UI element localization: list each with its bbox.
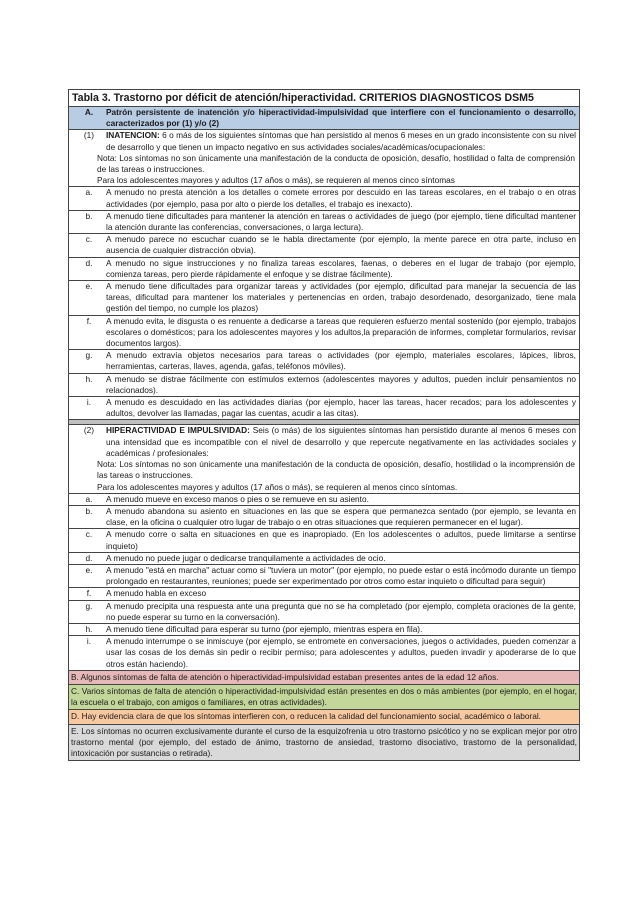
list-item: [69, 623, 580, 635]
hyperactivity-intro: Seis (o más) de los siguientes síntomas han persistido durante al menos 6 meses con una intensidad que es incompatible con el nivel de desarrollo y que repercute negativamente en las actividades sociales y académicas / profesionales:: [106, 425, 576, 458]
item-text: A menudo habla en exceso: [106, 588, 207, 599]
hyperactivity-label: (2): [83, 425, 95, 436]
list-item: [69, 529, 580, 552]
hyperactivity-header-row: [69, 425, 580, 493]
item-text: A menudo tiene dificultades para organizar tareas y actividades (por ejemplo, dificultad para manejar la secuencia de las tareas, dificultad para mantener los materiales y pertenencias en orden, trabajo desordenado, desorganizado, tiene mala gestión del tiempo, no cumple los plazos): [106, 281, 576, 314]
item-text: A menudo abandona su asiento en situaciones en las que se espera que permanezca sentado (por ejemplo, se levanta en clase, en la oficina o cualquier otro lugar de trabajo o en otras situaciones que requieren permanecer en el lugar).: [106, 505, 576, 528]
criterion-a-row: [69, 107, 580, 130]
hyperactivity-note: Nota: Los síntomas no son únicamente una manifestación de la conducta de oposición, desafío, hostilidad o la incomprensión de las tareas o instrucciones.: [97, 459, 575, 481]
criterion-b-text: B. Algunos síntomas de falta de atención o hiperactividad-impulsividad estaban presentes antes de la edad 12 años.: [69, 670, 580, 684]
list-item: [69, 600, 580, 623]
list-item: [69, 588, 580, 600]
item-label: a.: [85, 493, 93, 504]
criterion-b-row: [69, 670, 580, 684]
criterion-d-row: [69, 710, 580, 724]
list-item: [69, 505, 580, 528]
item-label: h.: [85, 623, 93, 634]
criterion-d-text: D. Hay evidencia clara de que los síntomas interfieren con, o reducen la calidad del funcionamiento social, académico o laboral.: [69, 710, 580, 724]
list-item: [69, 234, 580, 257]
item-label: b.: [85, 210, 93, 221]
item-text: A menudo tiene dificultades para mantener la atención en tareas o actividades de juego (por ejemplo, tiene dificultad mantener la atención durante las conferencias, conversaciones, o larga lectura).: [106, 210, 576, 233]
inattention-header-row: [69, 130, 580, 187]
criterion-a-label: A.: [84, 107, 94, 117]
item-label: g.: [85, 600, 93, 611]
inattention-adults: Para los adolescentes mayores y adultos (17 años o más), se requieren al menos cinco síntomas: [97, 175, 455, 186]
criterion-e-text: E. Los síntomas no ocurren exclusivamente durante el curso de la esquizofrenia u otro trastorno psicótico y no se explican mejor por otro trastorno mental (por ejemplo, del estado de ánimo, trastorno de ansiedad, trastorno disociativo, trastorno de la personalidad, intoxicación por sustancias o retirada).: [69, 724, 580, 761]
list-item: [69, 210, 580, 233]
item-text: A menudo mueve en exceso manos o pies o se remueve en su asiento.: [106, 493, 369, 504]
inattention-label: (1): [83, 130, 95, 141]
table-title-row: [69, 90, 580, 107]
item-text: A menudo corre o salta en situaciones en que es inapropiado. (En los adolescentes o adultos, puede limitarse a sentirse inquieto): [106, 529, 576, 551]
item-label: b.: [85, 505, 93, 516]
list-item: [69, 315, 580, 350]
item-label: a.: [85, 187, 93, 198]
item-label: e.: [85, 281, 93, 292]
criterion-c-text: C. Varios síntomas de falta de atención o hiperactividad-impulsividad están presentes en dos o más ambientes (por ejemplo, en el hogar, la escuela o el trabajo, con amigos o familiares, en otras actividades).: [69, 684, 580, 709]
item-label: f.: [86, 315, 92, 326]
dsm5-criteria-table: [68, 89, 580, 761]
criterion-e-row: [69, 724, 580, 761]
item-label: g.: [85, 350, 93, 361]
document-page: [68, 89, 580, 761]
item-text: A menudo precipita una respuesta ante una pregunta que no se ha completado (por ejemplo, completa oraciones de la gente, no puede esperar su turno en la conversación).: [106, 600, 576, 622]
item-label: c.: [85, 529, 93, 540]
item-text: A menudo no puede jugar o dedicarse tranquilamente a actividades de ocio.: [106, 552, 386, 563]
item-label: c.: [85, 234, 93, 245]
item-text: A menudo es descuidado en las actividades diarias (por ejemplo, hacer las tareas, hacer recados; para los adolescentes y adultos, devolver las llamadas, pagar las cuentas, acudir a las citas).: [106, 397, 576, 419]
item-text: A menudo parece no escuchar cuando se le habla directamente (por ejemplo, la mente parece en otra parte, incluso en ausencia de cualquier distracción obvia).: [106, 234, 576, 256]
item-text: A menudo extravía objetos necesarios para tareas o actividades (por ejemplo, materiales escolares, lápices, libros, herramientas, carteras, llaves, agenda, gafas, teléfonos móviles).: [106, 350, 576, 372]
list-item: [69, 493, 580, 505]
item-text: A menudo tiene dificultad para esperar su turno (por ejemplo, mientras espera en fila).: [106, 623, 423, 634]
item-label: d.: [85, 257, 93, 268]
item-label: d.: [85, 552, 93, 563]
item-text: A menudo se distrae fácilmente con estímulos externos (adolescentes mayores y adultos, pueden incluir pensamientos no relacionados).: [106, 373, 576, 395]
list-item: [69, 187, 580, 210]
item-label: i.: [86, 397, 92, 408]
criterion-a-text: Patrón persistente de inatención y/o hiperactividad-impulsividad que interfiere con el funcionamiento o desarrollo, caracterizados por (1) y/o (2): [106, 107, 576, 129]
list-item: [69, 564, 580, 587]
criterion-c-row: [69, 684, 580, 709]
item-label: e.: [85, 564, 93, 575]
hyperactivity-heading: HIPERACTIVIDAD E IMPULSIVIDAD:: [106, 425, 250, 436]
list-item: [69, 373, 580, 396]
item-label: f.: [86, 588, 92, 599]
list-item: [69, 350, 580, 373]
item-text: A menudo evita, le disgusta o es renuente a dedicarse a tareas que requieren esfuerzo mental sostenido (por ejemplo, trabajos escolares o domésticos; para los adolescentes mayores y los adultos,la preparación de informes, completar formularios, revisar documentos largos).: [106, 315, 576, 349]
list-item: [69, 397, 580, 420]
list-item: [69, 257, 580, 280]
item-text: A menudo "está en marcha" actuar como si "tuviera un motor" (por ejemplo, no puede estar o está incómodo durante un tiempo prolongado en restaurantes, reuniones; puede ser experimentado por otros como estar inquieto o dificultad para seguir): [106, 564, 576, 587]
item-label: i.: [86, 636, 92, 647]
item-label: h.: [85, 373, 93, 384]
inattention-intro: 6 o más de los siguientes síntomas que han persistido al menos 6 meses en un grado inconsistente con su nivel de desarrollo y que tienen un impacto negativo en sus actividades sociales/académicas/ocupacionales:: [106, 130, 576, 152]
item-text: A menudo no presta atención a los detalles o comete errores por descuido en las tareas escolares, en el trabajo o en otras actividades (por ejemplo, pasa por alto o pierde los detalles, el trabajo es inexacto).: [106, 187, 576, 209]
list-item: [69, 552, 580, 564]
table-title: Tabla 3. Trastorno por déficit de atención/hiperactividad. CRITERIOS DIAGNOSTICOS DSM5: [69, 90, 580, 107]
inattention-heading: INATENCION:: [106, 130, 160, 141]
inattention-note: Nota: Los síntomas no son únicamente una manifestación de la conducta de oposición, desafío, hostilidad o falta de comprensión de las tareas o instrucciones.: [97, 152, 575, 175]
hyperactivity-adults: Para los adolescentes mayores y adultos (17 años o más), se requieren al menos cinco síntomas.: [97, 481, 458, 492]
item-text: A menudo no sigue instrucciones y no finaliza tareas escolares, faenas, o deberes en el lugar de trabajo (por ejemplo, comienza tareas, pero pierde rápidamente el enfoque y se distrae fácilmente).: [106, 257, 576, 279]
list-item: [69, 636, 580, 671]
item-text: A menudo interrumpe o se inmiscuye (por ejemplo, se entromete en conversaciones, juegos o actividades, pueden comenzar a usar las cosas de los demás sin pedir o recibir permiso; para adolescentes y adultos, pueden invadir y apoderarse de lo que otros están haciendo).: [106, 636, 576, 669]
list-item: [69, 281, 580, 316]
